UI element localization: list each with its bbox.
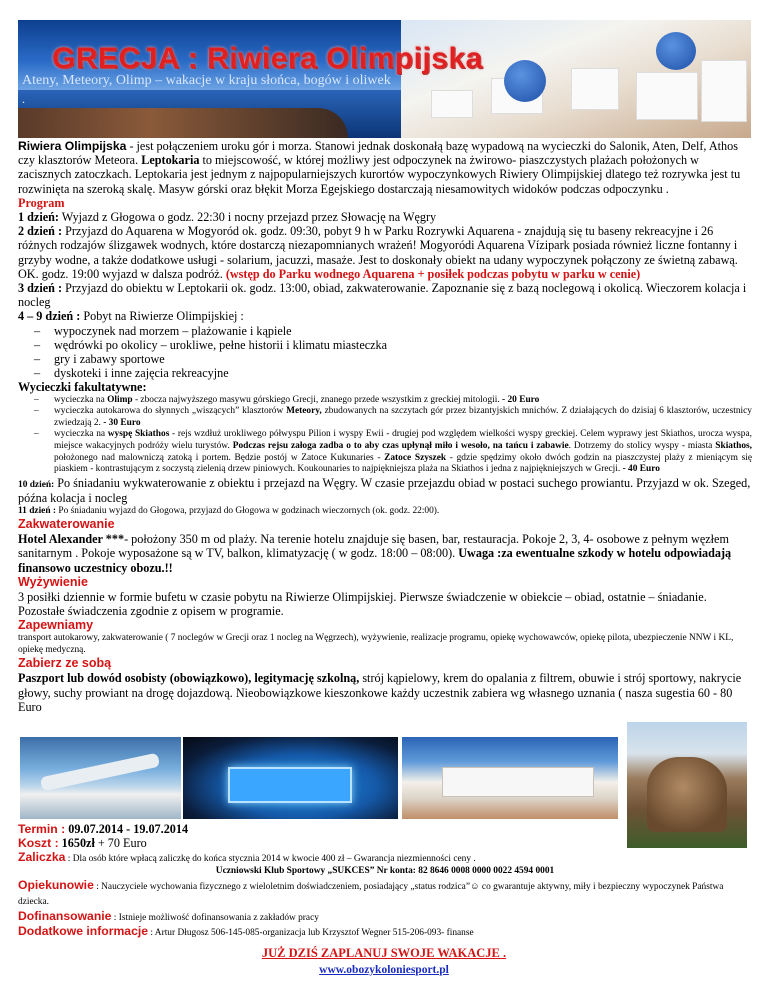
day-10 (18, 476, 752, 506)
day-label: 11 dzień : (18, 505, 57, 516)
deposit-label: Zaliczka (18, 850, 66, 865)
banner-house (571, 68, 619, 110)
program-heading-text: Program (18, 195, 65, 210)
cost-label: Koszt : (18, 836, 59, 851)
price: - 30 Euro (103, 417, 141, 428)
intro-paragraph (18, 139, 752, 196)
hotel-name: Hotel Alexander *** (18, 532, 125, 547)
page-title: GRECJA : Riwiera Olimpijska (52, 42, 483, 75)
list-item: – wędrówki po okolicy – urokliwe, pełne historii i klimatu miasteczka (34, 338, 752, 352)
optional-heading-text: Wycieczki fakultatywne: (18, 380, 147, 395)
photo-hotel (402, 737, 618, 819)
list-item: – wycieczka na wyspę Skiathos - rejs wzdłuż urokliwego półwyspu Pilion i wyspy Ewii - drugiej pod względem wielkości wyspy greckiej. Celem wyprawy jest Skiathos, urocza wyspa, miejsce wakacyjnych podróży wielu turystów. Podczas rejsu załoga zadba o to aby czas upłynął miło i wesoło, na tańcu i zabawie. Dotrzemy do stolicy wyspy - miasta Skiathos, położonego nad malowniczą zatoką i portem. Będzie postój w Zatoce Kukunaries - Zatoce Szyszek - gdzie spędzimy około dwóch godzin na piaszczystej plaży z mieniącym się piaskiem - kontrastującym z soczystą zielenią drzew piniowych. Koukounaries to najpiękniejsza plaża na Skiathos i jedna z najpiękniejszych w Grecji. - 40 Euro (34, 429, 752, 475)
day-1 (18, 210, 752, 224)
day-text: Przyjazd do Aquarena w Mogyoród ok. godz. 09:30, pobyt 9 h w Parku Rozrywki Aquarena - znajdują się tu baseny rekreacyjne i 26 różnych rodzajów ślizgawek wodnych, które dostarczą niezapomnianych wrażeń! Mogyoródi Aquarena Vízipark posiada również liczne fontanny i grzyby wodne, a także dodatkowe usługi - solarium, jacuzzi, masaże. Jest to doskonały obiekt na udany wypoczynek połączony ze świetną zabawą. OK. godz. 19:00 wyjazd w dalsza podróż. (18, 224, 738, 281)
day-text: Wyjazd z Głogowa o godz. 22:30 i nocny przejazd przez Słowację na Węgry (58, 210, 437, 225)
intro-label: Riwiera Olimpijska (18, 139, 127, 153)
bank-account: Uczniowski Klub Sportowy „SUKCES” Nr konta: 82 8646 0008 0000 0022 4594 0001 (215, 866, 555, 876)
bring-required: Paszport lub dowód osobisty (obowiązkowo), legitymację szkolną, (18, 671, 360, 686)
optional-trips-list (18, 395, 752, 476)
day-label: 1 dzień: (18, 210, 59, 225)
banner-house (431, 90, 473, 118)
deposit-row: Zaliczka : Dla osób które wpłacą zaliczkę do końca stycznia 2014 w kwocie 400 zł – Gwarancja niezmienności ceny . (18, 850, 476, 865)
list-item: – wycieczka autokarowa do słynnych „wiszących” klasztorów Meteory, zbudowanych na szczytach gór przez bizantyjskich mnichów. Z działających do dzisiaj 6 klasztorów, uczestnicy zwiedzają 2. - 30 Euro (34, 406, 752, 429)
photo-pool-night (183, 737, 398, 819)
banner-cliff (18, 108, 348, 138)
provide-heading: Zapewniamy (18, 618, 94, 633)
accommodation-heading: Zakwaterowanie (18, 517, 115, 532)
care-label: Opiekunowie (18, 877, 94, 892)
day-text: Pobyt na Riwierze Olimpijskiej : (80, 309, 244, 324)
banner-dot: . (22, 92, 25, 106)
provide-text: transport autokarowy, zakwaterowanie ( 7 noclegów w Grecji oraz 1 nocleg na Węgrzech), wyżywienie, realizacje programu, opiekę wychowawców, opiekę pilota, ubezpieczenie NNW i KL, opiekę medyczną. (18, 633, 734, 655)
list-item: – wypoczynek nad morzem – plażowanie i kąpiele (34, 324, 752, 338)
day-label: 2 dzień : (18, 224, 63, 239)
trip-info (18, 822, 752, 940)
funding-label: Dofinansowanie (18, 908, 112, 923)
accommodation-text: Hotel Alexander ***- położony 350 m od plaży. Na terenie hotelu znajduje się basen, bar, restauracja. Pokoje 2, 3, 4- osobowe z pełnym węzłem sanitarnym . Pokoje wyposażone są w TV, balkon, klimatyzację ( w godz. 18:00 – 08:00). Uwaga :za ewentualne szkody w hotelu odpowiadają finansowo uczestnicy obozu.!! (18, 532, 732, 575)
banner-blue-dome (504, 60, 546, 102)
day-11 (18, 506, 752, 518)
day-2 (18, 224, 752, 281)
banner-house (636, 72, 698, 120)
photo-waterslide (20, 737, 181, 819)
day-label: 3 dzień : (18, 281, 63, 296)
hotel-warning: Uwaga :za ewentualne szkody w hotelu odpowiadają finansowo uczestnicy obozu.!! (18, 546, 732, 575)
day-2-included-note: (wstęp do Parku wodnego Aquarena + posiłek podczas pobytu w parku w cenie) (225, 266, 641, 281)
banner-subtitle: Ateny, Meteory, Olimp – wakacje w kraju słońca, bogów i oliwek (22, 73, 391, 88)
day-text: Po śniadaniu wyjazd do Głogowa, przyjazd do Głogowa w godzinach wieczornych (ok. godz. 22:00). (56, 505, 440, 516)
list-item: – gry i zabawy sportowe (34, 352, 752, 366)
cost-value: 1650zł (58, 836, 95, 851)
list-item: – wycieczka na Olimp - zbocza najwyższego masywu górskiego Grecji, znanego przede wszystkim z greckiej mitologii. - 20 Euro (34, 395, 752, 407)
cta-text: JUŻ DZIŚ ZAPLANUJ SWOJE WAKACJE . (261, 946, 507, 960)
food-heading: Wyżywienie (18, 574, 88, 589)
banner-blue-dome (656, 32, 696, 70)
term-label: Termin : (18, 822, 66, 836)
program-heading (18, 196, 752, 210)
website-link[interactable]: www.obozykoloniesport.pl (319, 964, 449, 976)
day-text: Po śniadaniu wykwaterowanie z obiektu i przejazd na Węgry. W czasie przejazdu obiad w postaci suchego prowiantu. Przyjazd w ok. Szeged, późna kolacja i nocleg (18, 475, 751, 506)
main-content (18, 139, 752, 714)
extra-info-label: Dodatkowe informacje (18, 924, 149, 939)
extra-info-row: Dodatkowe informacje : Artur Długosz 506-145-085-organizacja lub Krzysztof Wegner 515-206-093- finanse (18, 924, 474, 939)
leptokaria-label: Leptokaria (141, 153, 200, 168)
cost-row: Koszt : 1650zł + 70 Euro (18, 836, 147, 851)
term-value: 09.07.2014 - 19.07.2014 (65, 822, 189, 836)
banner-house (701, 60, 747, 122)
price: - 20 Euro (502, 394, 540, 405)
funding-row: Dofinansowanie : Istnieje możliwość dofinansowania z zakładów pracy (18, 908, 319, 923)
term-row (18, 822, 752, 836)
footer-link-row (0, 960, 768, 978)
day-label: 10 dzień: (18, 479, 55, 490)
optional-trips-heading (18, 380, 752, 394)
care-row: Opiekunowie : Nauczyciele wychowania fizycznego z wieloletnim doświadczeniem, posiadający „status rodzica”☺ co gwarantuje aktywny, miły i bezpieczny wypoczynek Państwa dziecka. (18, 877, 724, 908)
banner-town-image (401, 20, 751, 138)
intro-text: - jest połączeniem uroku gór i morza. Stanowi jednak doskonałą bazę wypadową na wycieczki do Salonik, Aten, Delf, Athos czy klasztorów Meteora. (18, 139, 738, 168)
price: - 40 Euro (622, 464, 660, 475)
day-3 (18, 281, 752, 309)
day-4-9 (18, 309, 752, 323)
day-4-9-list (18, 324, 752, 381)
bring-heading: Zabierz ze sobą (18, 656, 112, 671)
food-text: 3 posiłki dziennie w formie bufetu w czasie pobytu na Riwierze Olimpijskiej. Pierwsze świadczenie w obiekcie – obiad, ostatnie – śniadanie. Pozostałe świadczenia zgodnie z opisem w programie. (18, 589, 707, 619)
bring-text: Paszport lub dowód osobisty (obowiązkowo), legitymację szkolną, strój kąpielowy, krem do opalania z filtrem, obuwie i strój sportowy, nakrycie głowy, suchy prowiant na drogę dojazdową. Nieobowiązkowe kieszonkowe każdy uczestnik zabiera wg własnego uznania ( nasza sugestia 60 - 80 Euro (18, 671, 742, 714)
day-label: 4 – 9 dzień : (18, 309, 81, 324)
list-item: – dyskoteki i inne zajęcia rekreacyjne (34, 366, 752, 380)
intro-text: to miejscowość, w której możliwy jest odpoczynek na żwirowo- piaszczystych plażach położonych w zacisznych zatoczkach. Leptokaria jest jednym z najpopularniejszych kurortów wypoczynkowych Riwiery Olimpijskiej dlatego też rozrywka jest tu rozwinięta na szeroką skalę. Masyw górski oraz błękit Morza Egejskiego dostarczają niesamowitych widoków podczas odpoczynku . (18, 153, 741, 196)
header-banner (18, 20, 751, 138)
day-text: Przyjazd do obiektu w Leptokarii ok. godz. 13:00, obiad, zakwaterowanie. Zapoznanie się z bazą noclegową i okolicą. Wieczorem kolacja i nocleg (18, 281, 747, 310)
